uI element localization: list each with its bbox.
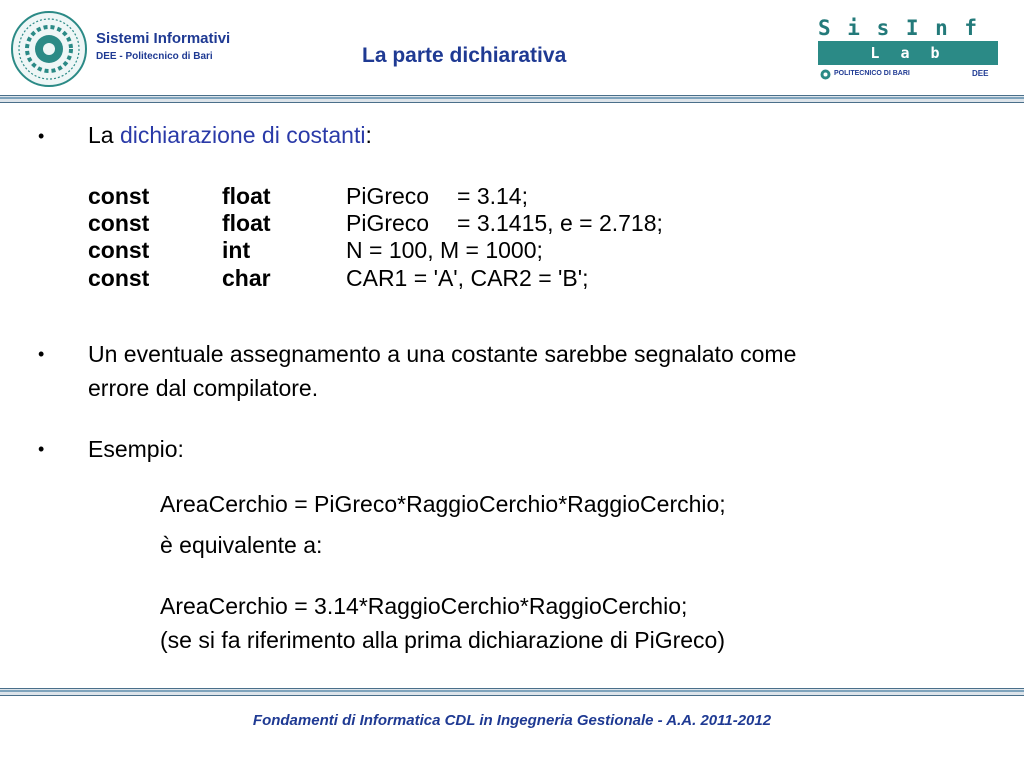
bullet-1-text bbox=[88, 121, 372, 149]
decl-2-type: float bbox=[222, 210, 271, 236]
example-line-1: AreaCerchio = PiGreco*RaggioCerchio*RaggioCerchio; bbox=[160, 491, 726, 517]
bullet-3-text: Esempio: bbox=[88, 436, 184, 462]
bullet-1-marker: • bbox=[38, 126, 45, 146]
decl-1-type: float bbox=[222, 183, 271, 209]
decl-4-type: char bbox=[222, 265, 271, 291]
org-title: Sistemi Informativi bbox=[96, 30, 231, 47]
footer-divider-inner bbox=[0, 690, 1024, 692]
lab-logo-dee: DEE bbox=[972, 69, 989, 78]
org-subtitle: DEE - Politecnico di Bari bbox=[96, 51, 213, 62]
sisinf-lab-logo bbox=[818, 14, 998, 84]
footer-text: Fondamenti di Informatica CDL in Ingegneria Gestionale - A.A. 2011-2012 bbox=[252, 712, 772, 729]
gear-icon bbox=[820, 69, 831, 80]
decl-3-name: N = 100, M = 1000; bbox=[346, 237, 543, 263]
bullet-3-marker: • bbox=[38, 439, 45, 459]
decl-3-type: int bbox=[222, 237, 251, 263]
bullet-2-marker: • bbox=[38, 344, 45, 364]
lab-logo-politecnico: POLITECNICO DI BARI bbox=[834, 70, 910, 77]
bullet-1-prefix: La bbox=[88, 122, 120, 148]
bullet-1-suffix: : bbox=[365, 122, 372, 148]
decl-1-rest: = 3.14; bbox=[457, 183, 528, 209]
header-divider-inner bbox=[0, 97, 1024, 99]
bullet-2-line-1: Un eventuale assegnamento a una costante sarebbe segnalato come bbox=[88, 341, 797, 367]
example-line-4: (se si fa riferimento alla prima dichiarazione di PiGreco) bbox=[160, 627, 725, 653]
example-line-2: è equivalente a: bbox=[160, 532, 323, 558]
bullet-1-highlight: dichiarazione di costanti bbox=[119, 122, 366, 148]
lab-logo-band: L a b bbox=[818, 41, 998, 65]
politecnico-seal-logo bbox=[10, 10, 88, 88]
bullet-2-line-2: errore dal compilatore. bbox=[88, 375, 319, 401]
decl-4-name: CAR1 = 'A', CAR2 = 'B'; bbox=[346, 265, 589, 291]
decl-2-rest: = 3.1415, e = 2.718; bbox=[457, 210, 663, 236]
slide-title: La parte dichiarativa bbox=[362, 44, 567, 67]
decl-1-name: PiGreco bbox=[346, 183, 430, 209]
decl-4-keyword: const bbox=[88, 265, 150, 291]
decl-2-name: PiGreco bbox=[346, 210, 430, 236]
decl-1-keyword: const bbox=[88, 183, 150, 209]
decl-2-keyword: const bbox=[88, 210, 150, 236]
decl-3-keyword: const bbox=[88, 237, 150, 263]
example-line-3: AreaCerchio = 3.14*RaggioCerchio*RaggioCerchio; bbox=[160, 593, 688, 619]
lab-logo-top-text: S i s I n f bbox=[818, 16, 980, 40]
